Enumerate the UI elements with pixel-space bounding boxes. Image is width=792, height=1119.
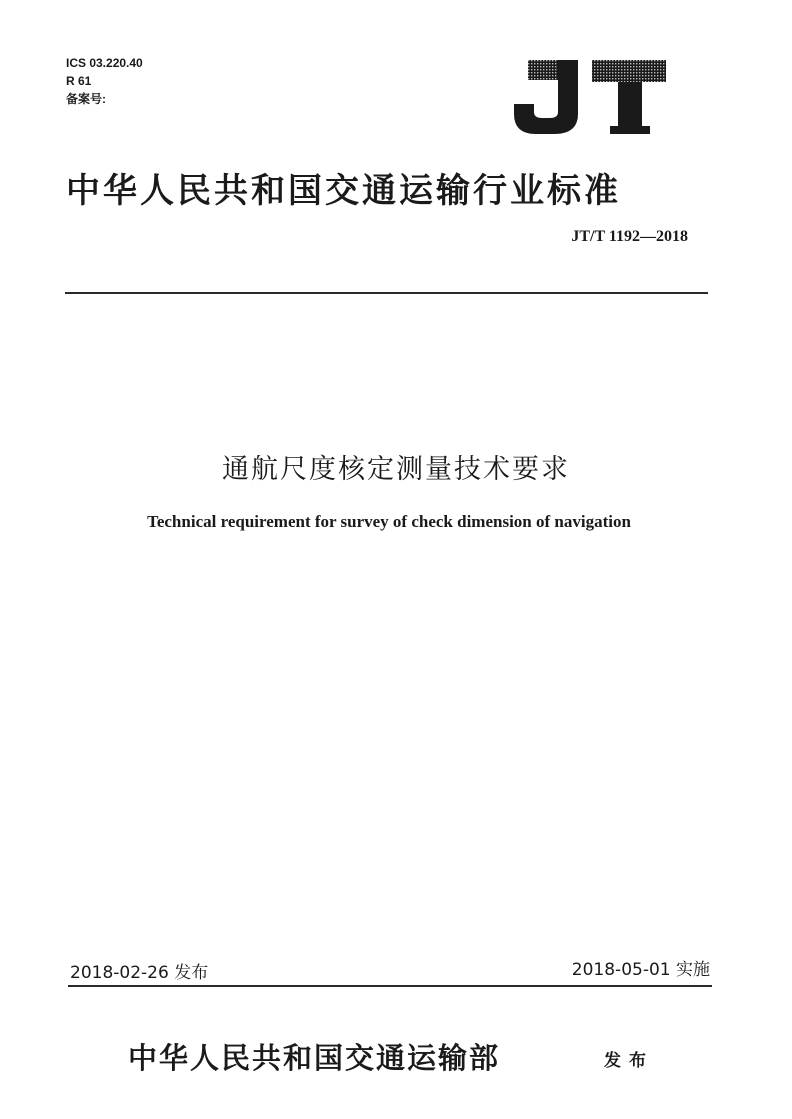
bottom-divider: [68, 985, 712, 987]
standard-number: JT/T 1192—2018: [571, 228, 688, 245]
publisher-name: 中华人民共和国交通运输部: [128, 1041, 501, 1075]
jt-logo: [510, 54, 670, 138]
issue-date: 2018-02-26 发布: [70, 963, 209, 983]
standard-category-title: 中华人民共和国交通运输行业标准: [66, 171, 621, 211]
filing-number-label: 备案号:: [66, 92, 106, 106]
top-divider: [65, 292, 708, 294]
document-title-chinese: 通航尺度核定测量技术要求: [222, 454, 570, 485]
category-code: R 61: [66, 74, 92, 88]
effective-date: 2018-05-01 实施: [571, 960, 710, 980]
ics-code: ICS 03.220.40: [66, 56, 143, 70]
classification-codes: [66, 54, 143, 108]
document-title-english: Technical requirement for survey of check dimension of navigation: [147, 512, 631, 531]
publisher-action: 发布: [604, 1051, 654, 1071]
